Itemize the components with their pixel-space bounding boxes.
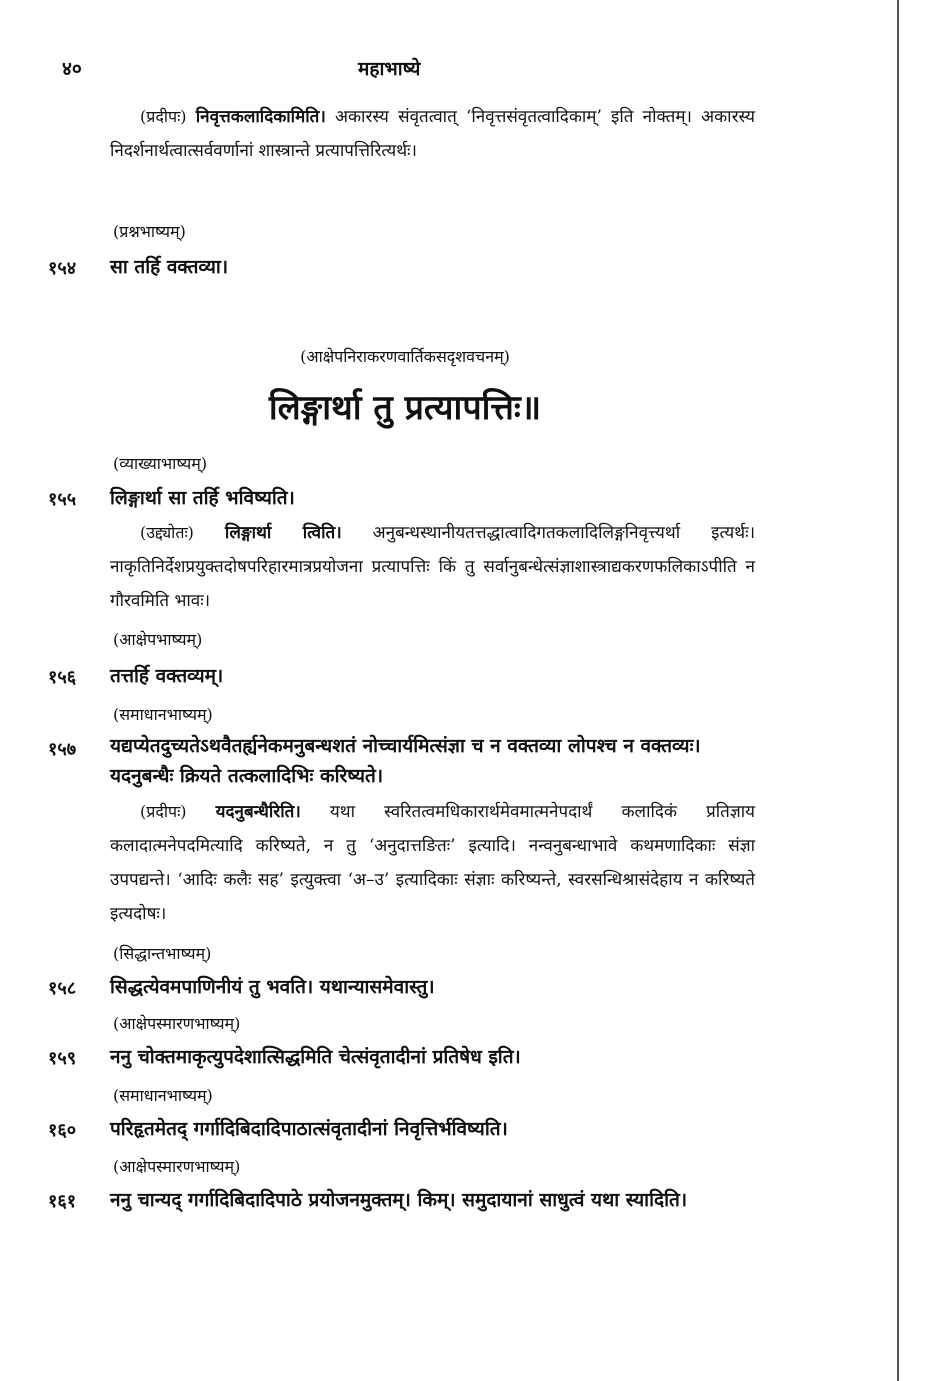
vartika-heading: लिङ्गार्था तु प्रत्यापत्तिः॥ xyxy=(268,388,542,428)
uddyota-lemma: लिङ्गार्था त्विति। xyxy=(224,523,342,543)
section-label-akshepa: (आक्षेपभाष्यम्) xyxy=(113,630,203,649)
entry-text-155: लिङ्गार्था सा तर्हि भविष्यति। xyxy=(110,487,295,509)
section-label-samadhana-2: (समाधानभाष्यम्) xyxy=(113,1086,213,1105)
entry-number-156: १५६ xyxy=(48,667,77,688)
pradipa-commentary-1 xyxy=(110,100,755,168)
entry-text-154: सा तर्हि वक्तव्या। xyxy=(110,256,229,278)
binding-edge-rule xyxy=(897,0,899,1381)
pradipa-lemma-2: यदनुबन्धैरिति। xyxy=(215,802,301,822)
entry-number-159: १५९ xyxy=(48,1048,77,1069)
uddyota-commentary xyxy=(110,516,755,618)
section-label-siddhanta: (सिद्धान्तभाष्यम्) xyxy=(113,944,212,963)
pradipa-label: (प्रदीपः) xyxy=(140,107,187,126)
entry-number-157: १५७ xyxy=(48,739,77,760)
section-label-akshepasmarana-1: (आक्षेपस्मारणभाष्यम्) xyxy=(113,1014,241,1033)
entry-text-158: सिद्धत्येवमपाणिनीयं तु भवति। यथान्यासमेवास्तु। xyxy=(110,976,435,998)
page-number: ४० xyxy=(62,58,82,80)
uddyota-label: (उद्द्योतः) xyxy=(140,523,194,542)
entry-number-158: १५८ xyxy=(48,978,77,999)
running-title: महाभाष्ये xyxy=(358,58,421,80)
pradipa-text-2: यथा स्वरितत्वमधिकारार्थमेवमात्मनेपदार्थं कलादिकं प्रतिज्ञाय कलादात्मनेपदमित्यादि करिष्यते, न तु ‘अनुदात्तङितः’ इत्यादि। नन्वनुबन्धाभावे कथमणादिकाः संज्ञा उपपद्यन्ते। ‘आदिः कलैः सह’ इत्युक्त्वा ‘अ–उ’ इत्यादिकाः संज्ञाः करिष्यन्ते, स्वरसन्धिश्रासंदेहाय न करिष्यते इत्यदोषः। xyxy=(110,802,755,924)
vartika-label: (आक्षेपनिराकरणवार्तिकसदृशवचनम्) xyxy=(300,347,510,366)
entry-text-159: ननु चोक्तमाकृत्युपदेशात्सिद्धमिति चेत्संवृतादीनां प्रतिषेध इति। xyxy=(110,1046,521,1068)
section-label-akshepasmarana-2: (आक्षेपस्मारणभाष्यम्) xyxy=(113,1157,241,1176)
entry-text-161: ननु चान्यद् गर्गादिबिदादिपाठे प्रयोजनमुक्तम्। किम्। समुदायानां साधुत्वं यथा स्यादिति। xyxy=(110,1189,688,1211)
uddyota-text: अनुबन्धस्थानीयतत्तद्धात्वादिगतकलादिलिङ्गनिवृत्त्यर्था इत्यर्थः। नाकृतिनिर्देशप्रयुक्तदोषपरिहारमात्रप्रयोजना प्रत्यापत्तिः किं तु सर्वानुबन्धेत्संज्ञाशास्त्राद्यकरणफलिकाऽपीति न गौरवमिति भावः। xyxy=(110,523,756,611)
pradipa-text: अकारस्य संवृतत्वात् ‘निवृत्तसंवृतत्वादिकाम्’ इति नोक्तम्। अकारस्य निदर्शनार्थत्वात्सर्ववर्णानां शास्त्रान्ते प्रत्यापत्तिरित्यर्थः। xyxy=(110,107,756,161)
entry-number-154: १५४ xyxy=(48,258,77,279)
section-label-prashna: (प्रश्नभाष्यम्) xyxy=(113,222,186,241)
entry-text-156: तत्तर्हि वक्तव्यम्। xyxy=(110,665,224,687)
entry-text-160: परिहृतमेतद् गर्गादिबिदादिपाठात्संवृतादीनां निवृत्तिर्भविष्यति। xyxy=(110,1118,508,1140)
entry-number-160: १६० xyxy=(48,1120,77,1141)
pradipa-commentary-2 xyxy=(110,795,755,931)
section-label-vyakhya: (व्याख्याभाष्यम्) xyxy=(113,454,208,473)
entry-number-161: १६१ xyxy=(48,1191,77,1212)
section-label-samadhana-1: (समाधानभाष्यम्) xyxy=(113,705,213,724)
entry-text-157: यद्यप्येतदुच्यतेऽथवैतर्ह्यनेकमनुबन्धशतं नोच्चार्यमित्संज्ञा च न वक्तव्या लोपश्च न वक्तव्यः। यदनुबन्धैः क्रियते तत्कलादिभिः करिष्यते। xyxy=(110,735,701,787)
entry-number-155: १५५ xyxy=(48,489,77,510)
pradipa-lemma: निवृत्तकलादिकामिति। xyxy=(195,107,326,127)
pradipa-label-2: (प्रदीपः) xyxy=(140,802,187,821)
